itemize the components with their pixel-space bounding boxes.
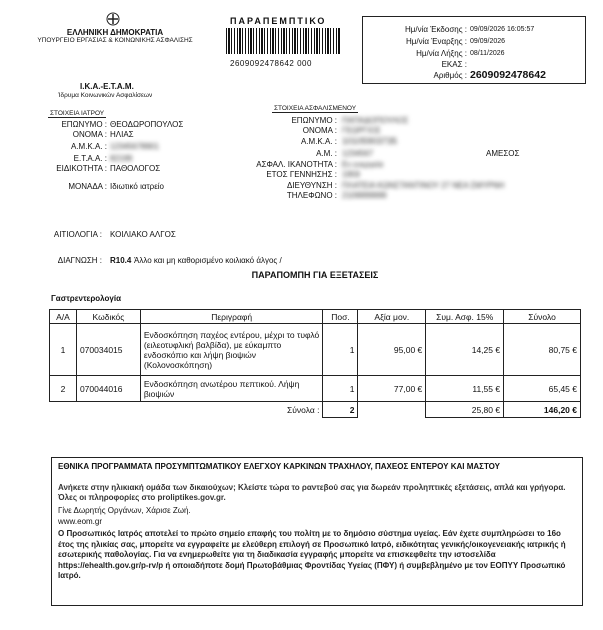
row-code: 070034015 (76, 324, 140, 376)
doctor-name: ΗΛΙΑΣ (110, 130, 134, 139)
exams-title: ΠΑΡΑΠΟΜΠΗ ΓΙΑ ΕΞΕΤΑΣΕΙΣ (251, 270, 379, 280)
insured-name-label: ΟΝΟΜΑ : (302, 126, 337, 135)
footer-notice (51, 457, 583, 606)
row-copay: 14,25 € (426, 324, 504, 376)
doctor-amka-label: Α.Μ.Κ.Α. : (70, 142, 107, 151)
doctor-surname-label: ΕΠΩΝΥΜΟ : (61, 120, 107, 129)
start-date-label: Ημ/νία Έναρξης : (405, 37, 467, 46)
insured-capacity-label: ΑΣΦΑΛ. ΙΚΑΝΟΤΗΤΑ : (256, 160, 337, 169)
totals-copay: 25,80 € (426, 402, 504, 418)
row-desc: Ενδοσκόπηση ανωτέρου πεπτικού. Λήψη βιοψιών (140, 376, 323, 402)
doc-title: ΠΑΡΑΠΕΜΠΤΙΚΟ (230, 16, 327, 26)
diagnosis-text: Άλλο και μη καθορισμένο κοιλιακό άλγος / (134, 256, 282, 265)
doctor-unit-label: ΜΟΝΑΔΑ : (68, 182, 107, 191)
end-date-value: 08/11/2026 (470, 50, 505, 57)
insured-phone-label: ΤΗΛΕΦΩΝΟ : (286, 191, 337, 200)
footer-eom-link[interactable]: www.eom.gr (58, 517, 103, 526)
col-code-header: Κωδικός (76, 310, 140, 324)
number-value: 2609092478642 (470, 69, 546, 81)
table-row (50, 324, 581, 376)
row-qty: 1 (323, 324, 358, 376)
totals-row (50, 402, 581, 418)
row-total: 80,75 € (504, 324, 581, 376)
number-label: Αριθμός : (433, 71, 467, 80)
insured-amka: 10105903735 (342, 136, 398, 146)
table-row (50, 376, 581, 402)
doctor-etaa: 82199 (110, 154, 133, 163)
start-date-value: 09/09/2026 (470, 38, 506, 45)
totals-label: Σύνολα : (50, 402, 323, 418)
ekas-label: ΕΚΑΣ : (441, 60, 467, 69)
barcode-number: 2609092478642 000 (230, 59, 312, 68)
dates-box (362, 16, 586, 84)
row-value: 95,00 € (358, 324, 426, 376)
issue-date-label: Ημ/νία Έκδοσης : (405, 25, 467, 34)
col-desc-header: Περιγραφή (140, 310, 323, 324)
col-qty-header: Ποσ. (323, 310, 358, 324)
row-aa: 2 (50, 376, 77, 402)
row-value: 77,00 € (358, 376, 426, 402)
totals-qty: 2 (323, 402, 358, 418)
col-copay-header: Συμ. Ασφ. 15% (426, 310, 504, 324)
insured-section-label: ΣΤΟΙΧΕΙΑ ΑΣΦΑΛΙΣΜΕΝΟΥ (274, 105, 357, 112)
insured-direct: ΑΜΕΣΟΣ (486, 149, 520, 158)
doctor-unit: Ιδιωτικό ιατρείο (110, 182, 165, 191)
emblem-icon (106, 12, 120, 26)
row-total: 65,45 € (504, 376, 581, 402)
doctor-specialty: ΠΑΘΟΛΟΓΟΣ (110, 164, 161, 173)
org-name: Ι.Κ.Α.-Ε.Τ.Α.Μ. (80, 82, 134, 91)
insured-address: ΠΛΑΤΕΙΑ ΚΩΝΣΤΑΝΤΙΝΟΥ 27 ΝΕΑ ΣΜΥΡΝΗ (342, 181, 505, 190)
footer-personal-doctor-text: Ο Προσωπικός Ιατρός αποτελεί το πρώτο σημείο επαφής του πολίτη με το δημόσιο σύστημα υγείας. Εάν έχετε συμπληρώσει το 16ο έτος της ηλικίας σας, μπορείτε να εγγραφείτε με ελεύθερη επιλογή σε Προσωπικό Ιατρό, ειδικότητας γενικής/οικογενειακής ιατρικής ή εσωτερικής παθολογίας. Για να ενημερωθείτε για τη διαδικασία εγγραφής μπορείτε να επισκεφθείτε την ιστοσελίδα https://ehealth.gov.gr/p-rv/p ή οποιαδήποτε δομή Πρωτοβάθμιας Φροντίδας Υγείας (ΠΦΥ) ή συμβεβλημένο με τον ΕΟΠΥΥ Προσωπικό Ιατρό. (58, 529, 566, 580)
diagnosis-code: R10.4 (110, 256, 132, 265)
reason-value: ΚΟΙΛΙΑΚΟ ΑΛΓΟΣ (110, 230, 176, 239)
ministry-title: ΥΠΟΥΡΓΕΙΟ ΕΡΓΑΣΙΑΣ & ΚΟΙΝΩΝΙΚΗΣ ΑΣΦΑΛΙΣΗΣ (37, 37, 193, 44)
insured-surname-label: ΕΠΩΝΥΜΟ : (291, 116, 337, 125)
row-copay: 11,55 € (426, 376, 504, 402)
row-qty: 1 (323, 376, 358, 402)
totals-total: 146,20 € (504, 402, 581, 418)
barcode (226, 28, 340, 54)
doctor-etaa-label: Ε.Τ.Α.Α. : (73, 154, 107, 163)
republic-title: ΕΛΛΗΝΙΚΗ ΔΗΜΟΚΡΑΤΙΑ (66, 28, 164, 37)
doctor-amka: 12345678901 (110, 142, 159, 151)
doctor-specialty-label: ΕΙΔΙΚΟΤΗΤΑ : (56, 164, 107, 173)
end-date-label: Ημ/νία Λήξης : (416, 49, 467, 58)
insured-phone: 2109999999 (342, 191, 387, 200)
exams-table (49, 309, 581, 418)
doctor-section-label: ΣΤΟΙΧΕΙΑ ΙΑΤΡΟΥ (50, 110, 105, 117)
row-code: 070044016 (76, 376, 140, 402)
footer-donor-text: Γίνε Δωρητής Οργάνων, Χάρισε Ζωή. (58, 506, 191, 515)
footer-screening-text: Ανήκετε στην ηλικιακή ομάδα των δικαιούχων; Κλείστε τώρα το ραντεβού σας για δωρεάν προληπτικές εξετάσεις, απλά και γρήγορα. Όλες οι πληροφορίες στο proliptikes.gov.gr. (58, 483, 566, 502)
insured-address-label: ΔΙΕΥΘΥΝΣΗ : (286, 181, 337, 190)
doctor-surname: ΘΕΟΔΩΡΟΠΟΥΛΟΣ (110, 120, 184, 129)
insured-am: 1234567 (342, 149, 374, 158)
reason-label: ΑΙΤΙΟΛΟΓΙΑ : (53, 230, 102, 239)
col-value-header: Αξία μον. (358, 310, 426, 324)
insured-amka-label: Α.Μ.Κ.Α. : (300, 137, 337, 146)
insured-birth: 1959 (342, 170, 360, 179)
insured-name: ΓΕΩΡΓΙΟΣ (342, 126, 381, 135)
col-aa-header: Α/Α (50, 310, 77, 324)
insured-surname: ΠΑΠΑΔΟΠΟΥΛΟΣ (342, 116, 409, 125)
table-header-row (50, 310, 581, 324)
insured-capacity: Εν ενεργεία (342, 160, 384, 169)
doctor-name-label: ΟΝΟΜΑ : (72, 130, 107, 139)
org-subtitle: Ίδρυμα Κοινωνικών Ασφαλίσεων (58, 92, 153, 99)
insured-am-label: Α.Μ. : (316, 149, 337, 158)
footer-screening-title: ΕΘΝΙΚΑ ΠΡΟΓΡΑΜΜΑΤΑ ΠΡΟΣΥΜΠΤΩΜΑΤΙΚΟΥ ΕΛΕΓΧΟΥ ΚΑΡΚΙΝΩΝ ΤΡΑΧΗΛΟΥ, ΠΑΧΕΟΣ ΕΝΤΕΡΟΥ ΚΑΙ ΜΑΣΤΟΥ (58, 462, 501, 471)
issue-date-value: 09/09/2026 16:05:57 (470, 26, 535, 33)
col-total-header: Σύνολο (504, 310, 581, 324)
diagnosis-label: ΔΙΑΓΝΩΣΗ : (57, 256, 102, 265)
insured-birth-label: ΕΤΟΣ ΓΕΝΝΗΣΗΣ : (266, 170, 337, 179)
row-desc: Ενδοσκόπηση παχέος εντέρου, μέχρι το τυφλό (ειλεοτυφλική βαλβίδα), με εύκαμπτο ενδοσκόπιο και λήψη βιοψιών (Κολονοσκόπηση) (140, 324, 323, 376)
exams-category: Γαστρεντερολογία (51, 294, 121, 303)
row-aa: 1 (50, 324, 77, 376)
